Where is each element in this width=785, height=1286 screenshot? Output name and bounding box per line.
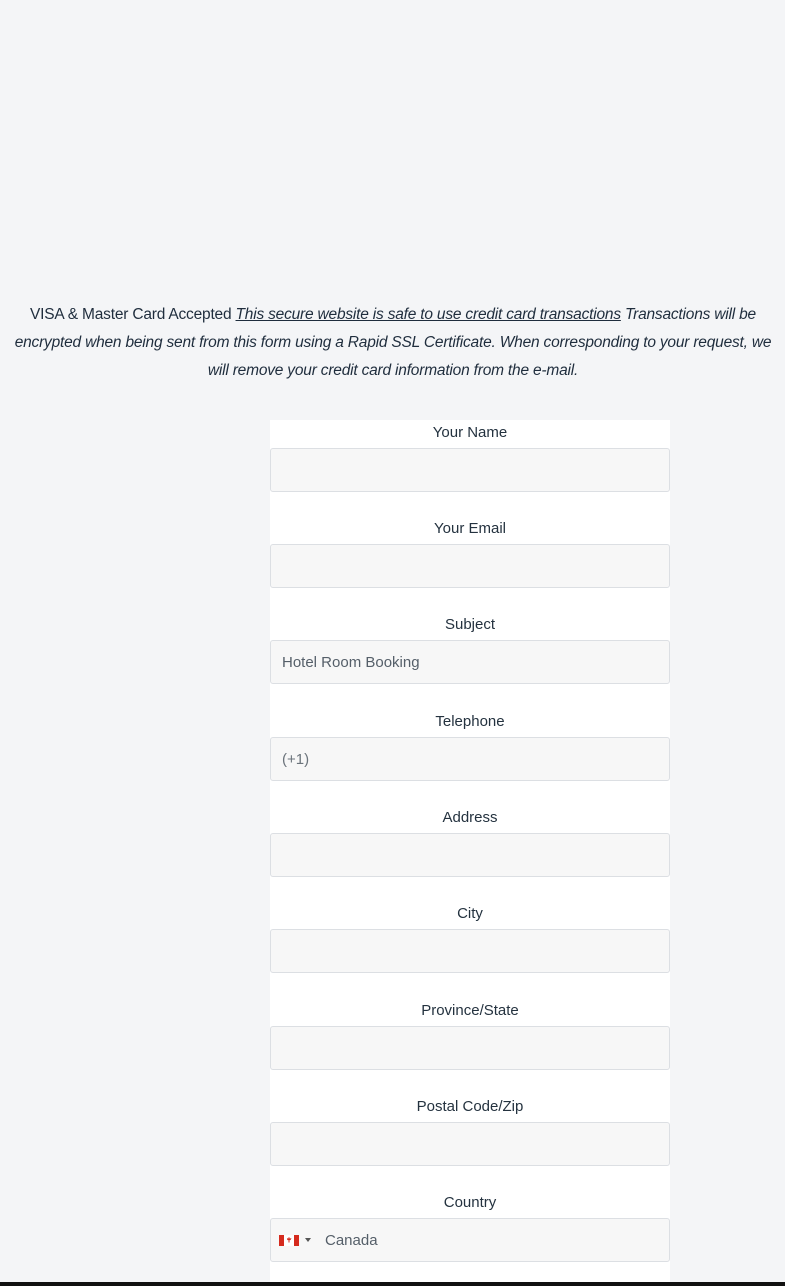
field-subject xyxy=(270,612,670,684)
encryption-text: Transactions will be encrypted when being sent from this form using a Rapid SSL Certificate. When corresponding to your request, we will remove your credit card information from the e-mail. xyxy=(14,306,772,379)
field-telephone xyxy=(270,709,670,781)
country-label: Country xyxy=(443,1194,497,1211)
field-your-name xyxy=(270,420,670,492)
secure-website-link[interactable]: This secure website is safe to use credit card transactions xyxy=(235,306,621,323)
your-name-label: Your Name xyxy=(432,424,508,441)
city-label: City xyxy=(457,905,483,922)
booking-form xyxy=(270,420,670,1286)
subject-label: Subject xyxy=(444,616,496,633)
country-flag-dropdown[interactable] xyxy=(271,1219,319,1261)
field-your-email xyxy=(270,516,670,588)
subject-input[interactable] xyxy=(270,640,670,684)
telephone-label: Telephone xyxy=(435,713,505,730)
country-selector xyxy=(270,1218,670,1262)
province-state-input[interactable] xyxy=(270,1026,670,1070)
telephone-input[interactable] xyxy=(270,737,670,781)
country-input[interactable] xyxy=(319,1219,669,1261)
ssl-notice xyxy=(12,301,774,385)
field-address xyxy=(270,805,670,877)
field-country xyxy=(270,1190,670,1262)
your-name-input[interactable] xyxy=(270,448,670,492)
bottom-edge-bar xyxy=(0,1282,785,1286)
province-state-label: Province/State xyxy=(421,1002,519,1019)
canada-flag-icon xyxy=(279,1235,299,1246)
cards-accepted-text: VISA & Master Card Accepted xyxy=(30,306,232,323)
postal-code-input[interactable] xyxy=(270,1122,670,1166)
postal-code-label: Postal Code/Zip xyxy=(416,1098,524,1115)
chevron-down-icon xyxy=(305,1238,311,1242)
field-province-state xyxy=(270,998,670,1070)
city-input[interactable] xyxy=(270,929,670,973)
field-postal-code xyxy=(270,1094,670,1166)
field-city xyxy=(270,901,670,973)
your-email-input[interactable] xyxy=(270,544,670,588)
your-email-label: Your Email xyxy=(434,520,506,537)
address-label: Address xyxy=(442,809,498,826)
address-input[interactable] xyxy=(270,833,670,877)
